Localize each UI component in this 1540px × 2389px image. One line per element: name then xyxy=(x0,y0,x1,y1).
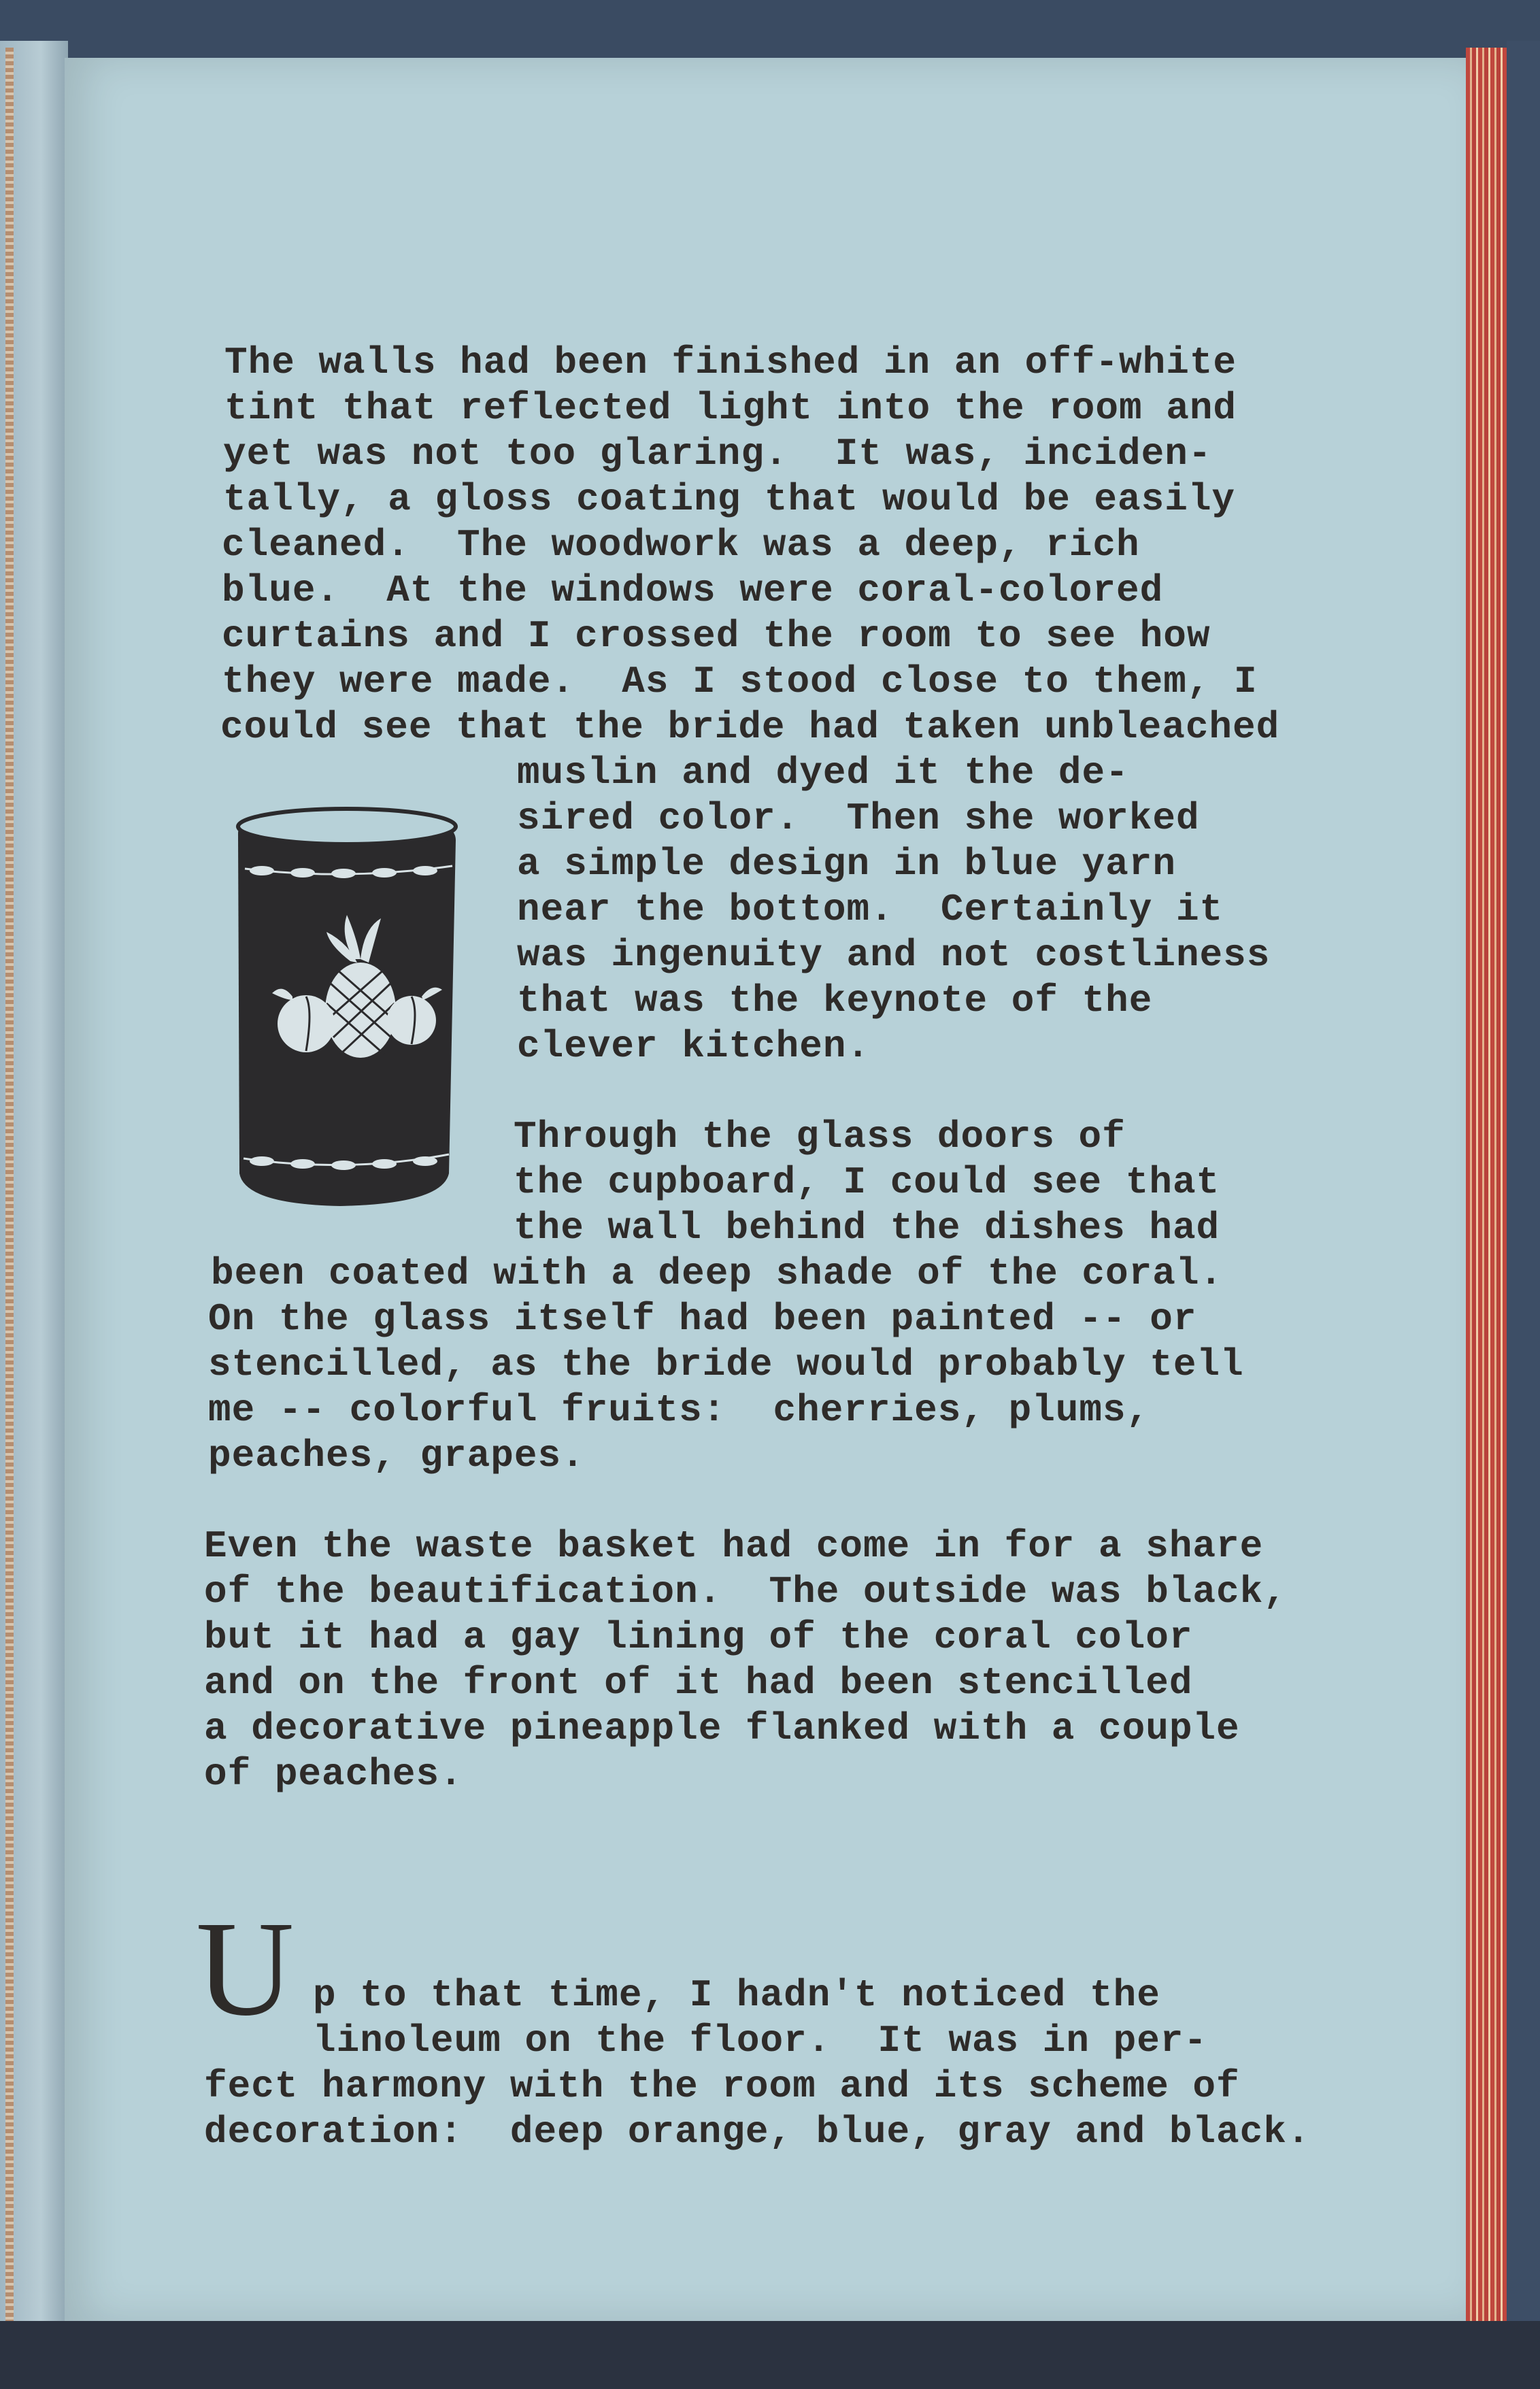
text-line: yet was not too glaring. It was, inciden- xyxy=(223,432,1212,475)
text-line: sired color. Then she worked xyxy=(517,797,1200,840)
text-line: the wall behind the dishes had xyxy=(514,1206,1220,1250)
text-line: but it had a gay lining of the coral color xyxy=(204,1616,1193,1659)
text-line: linoleum on the floor. It was in per- xyxy=(313,2019,1208,2062)
text-line: that was the keynote of the xyxy=(517,979,1153,1022)
text-line: blue. At the windows were coral-colored xyxy=(222,569,1164,612)
text-line: p to that time, I hadn't noticed the xyxy=(313,1973,1160,2017)
text-line: muslin and dyed it the de- xyxy=(517,751,1129,795)
waste-basket-illustration xyxy=(224,806,476,1214)
text-line: me -- colorful fruits: cherries, plums, xyxy=(208,1388,1150,1432)
text-line: Even the waste basket had come in for a share xyxy=(204,1524,1264,1568)
page-edges xyxy=(1466,48,1507,2323)
text-line: tally, a gloss coating that would be easily xyxy=(223,478,1236,521)
text-line: stencilled, as the bride would probably tell xyxy=(208,1343,1244,1386)
text-line: the cupboard, I could see that xyxy=(514,1160,1220,1204)
text-line: of the beautification. The outside was black, xyxy=(204,1570,1287,1614)
text-line: a simple design in blue yarn xyxy=(517,842,1176,886)
book-cover-top xyxy=(0,0,1540,61)
text-line: and on the front of it had been stencilled xyxy=(204,1661,1193,1705)
text-line: cleaned. The woodwork was a deep, rich xyxy=(222,523,1140,567)
binding-stitch xyxy=(5,48,14,2374)
text-line: tint that reflected light into the room and xyxy=(224,386,1237,430)
text-line: clever kitchen. xyxy=(517,1024,871,1068)
waste-basket-icon xyxy=(224,806,476,1214)
book-cover-right xyxy=(1507,41,1540,2333)
text-line: fect harmony with the room and its scheme of xyxy=(204,2065,1240,2108)
text-line: decoration: deep orange, blue, gray and black. xyxy=(204,2110,1311,2154)
text-line: peaches, grapes. xyxy=(208,1434,585,1477)
book-cover-bottom xyxy=(0,2321,1540,2389)
text-line: been coated with a deep shade of the coral. xyxy=(211,1252,1224,1295)
text-line: near the bottom. Certainly it xyxy=(517,888,1224,931)
text-line: Through the glass doors of xyxy=(514,1115,1126,1158)
text-line: curtains and I crossed the room to see how xyxy=(222,614,1211,658)
text-line: The walls had been finished in an off-white xyxy=(224,341,1237,384)
text-line: a decorative pineapple flanked with a couple xyxy=(204,1707,1240,1750)
drop-cap: U xyxy=(196,1894,295,2044)
text-line: was ingenuity and not costliness xyxy=(517,933,1271,977)
text-line: On the glass itself had been painted -- or xyxy=(208,1297,1197,1341)
text-line: of peaches. xyxy=(204,1752,463,1796)
text-line: they were made. As I stood close to them, I xyxy=(222,660,1258,703)
text-line: could see that the bride had taken unbleached xyxy=(220,705,1280,749)
